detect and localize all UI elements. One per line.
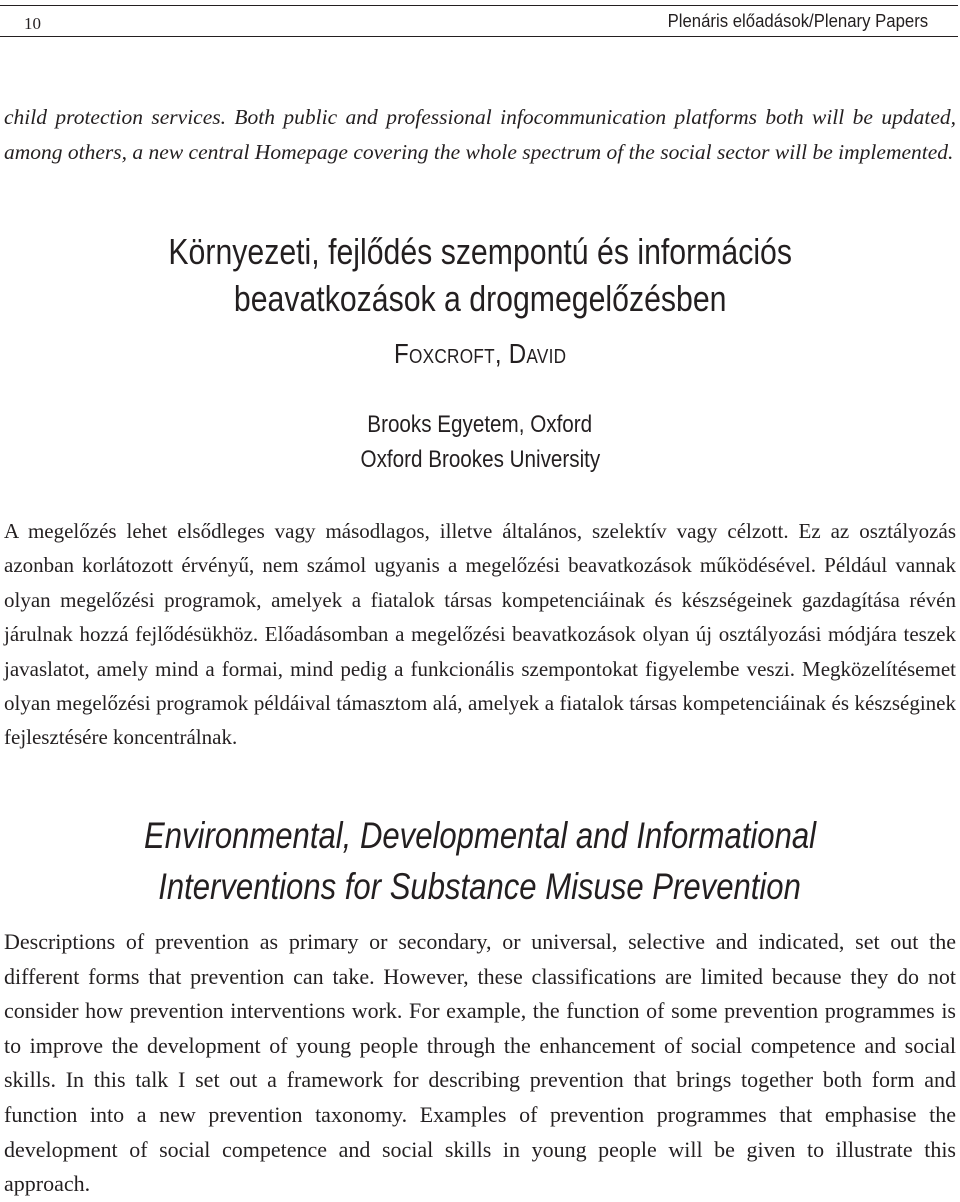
- hungarian-title-line-2: beavatkozások a drogmegelőzésben: [233, 278, 727, 319]
- hungarian-abstract: A megelőzés lehet elsődleges vagy másodlagos, illetve általános, szelektív vagy célzott. Ez az osztályozás azonban korlátozott érvényű, nem számol ugyanis a megelőzési beavatkozások működésével. Például vannak olyan megelőzési programok, amelyek a fiatalok társas kompetenciáinak és készségeinek gazdagítása révén járulnak hozzá fejlődésükhöz. Előadásomban a megelőzési beavatkozások olyan új osztályozási módjára teszek javaslatot, amely mind a formai, mind pedig a funkcionális szempontokat figyelembe veszi. Megközelítésemet olyan megelőzési programok példáival támasztom alá, amelyek a fiatalok társas kompetenciáinak és készséginek fejlesztésére koncentrálnak.: [4, 519, 956, 750]
- affiliation-english: [0, 446, 960, 474]
- hungarian-title-line-1: Környezeti, fejlődés szempontú és információs: [168, 231, 792, 272]
- english-abstract: Descriptions of prevention as primary or secondary, or universal, selective and indicated, set out the different forms that prevention can take. However, these classifications are limited because they do not consider how prevention interventions work. For example, the function of some prevention programmes is to improve the development of young people through the enhancement of social competence and social skills. In this talk I set out a framework for describing prevention that brings together both form and function into a new prevention taxonomy. Examples of prevention programmes that emphasise the development of social competence and social skills in young people will be given to illustrate this approach.: [4, 929, 956, 1197]
- hungarian-title: [0, 228, 960, 322]
- affiliation-line-1: Brooks Egyetem, Oxford: [367, 411, 593, 438]
- intro-paragraph: child protection services. Both public and professional infocommunication platforms both will be updated, among others, a new central Homepage covering the whole spectrum of the social sector will be implemented.: [4, 105, 956, 164]
- affiliation-hungarian: [0, 411, 960, 439]
- page-header: [0, 5, 958, 37]
- affiliation-line-2: Oxford Brookes University: [360, 446, 600, 473]
- author-name-text: Foxcroft, David: [393, 338, 567, 369]
- english-title-line-2: Interventions for Substance Misuse Prevention: [158, 866, 802, 907]
- english-title: [0, 810, 960, 912]
- author-name: [0, 338, 960, 370]
- english-title-line-1: Environmental, Developmental and Informational: [143, 815, 817, 856]
- page-number: 10: [24, 14, 41, 33]
- running-title: Plenáris előadások/Plenary Papers: [667, 11, 928, 31]
